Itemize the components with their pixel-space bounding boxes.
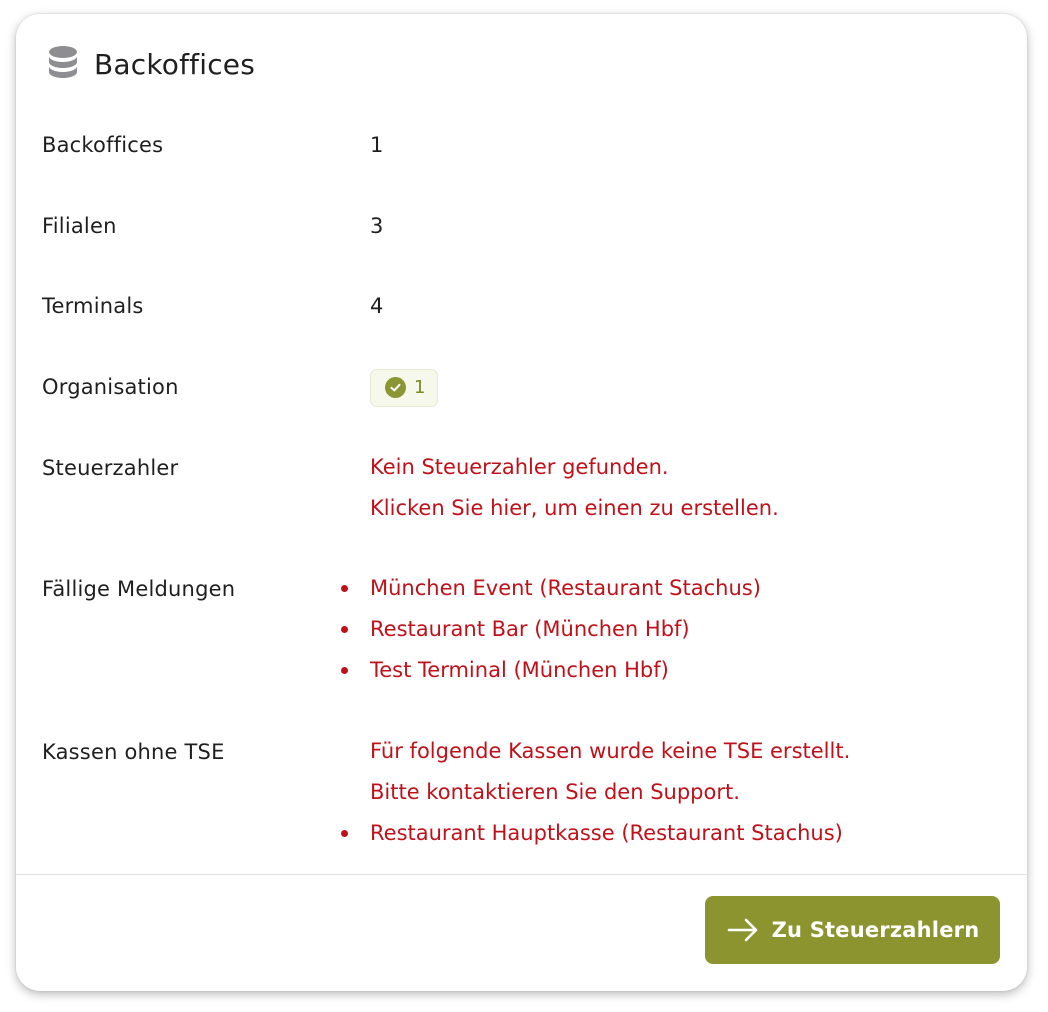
filialen-count: 3: [370, 214, 384, 238]
row-label: Steuerzahler: [42, 456, 179, 480]
card-header: [46, 44, 255, 84]
faellige-meldungen-list: [370, 577, 761, 691]
row-label: Kassen ohne TSE: [42, 740, 225, 764]
zu-steuerzahlern-button[interactable]: [705, 896, 1000, 964]
steuerzahler-not-found-text: Kein Steuerzahler gefunden.: [370, 455, 669, 479]
row-label: Filialen: [42, 214, 117, 238]
kassen-ohne-tse-message: [370, 740, 850, 854]
organisation-status-badge[interactable]: [370, 369, 438, 407]
organisation-value: [370, 375, 438, 407]
arrow-right-icon: [726, 913, 760, 947]
row-label: Terminals: [42, 294, 144, 318]
list-item: Test Terminal (München Hbf): [370, 650, 761, 691]
list-item: Restaurant Bar (München Hbf): [370, 609, 761, 650]
check-circle-icon: [385, 377, 406, 398]
list-item: Restaurant Hauptkasse (Restaurant Stachus): [370, 813, 850, 854]
steuerzahler-message[interactable]: [370, 456, 779, 529]
bullet-dot: [341, 667, 348, 674]
tse-missing-text: Für folgende Kassen wurde keine TSE erstellt.: [370, 739, 851, 763]
list-item: München Event (Restaurant Stachus): [370, 568, 761, 609]
row-label: Backoffices: [42, 133, 164, 157]
terminals-count: 4: [370, 294, 384, 318]
row-label: Fällige Meldungen: [42, 577, 236, 601]
row-label: Organisation: [42, 375, 179, 399]
create-steuerzahler-link[interactable]: Klicken Sie hier, um einen zu erstellen.: [370, 496, 779, 520]
bullet-dot: [341, 585, 348, 592]
backoffices-count: 1: [370, 133, 384, 157]
database-icon: [46, 44, 80, 84]
badge-count: 1: [414, 377, 426, 398]
contact-support-text: Bitte kontaktieren Sie den Support.: [370, 780, 740, 804]
card-title: Backoffices: [94, 47, 256, 81]
footer-divider: [16, 874, 1027, 875]
backoffices-card: [16, 14, 1027, 991]
button-label: Zu Steuerzahlern: [771, 918, 980, 942]
bullet-dot: [341, 830, 348, 837]
bullet-dot: [341, 626, 348, 633]
